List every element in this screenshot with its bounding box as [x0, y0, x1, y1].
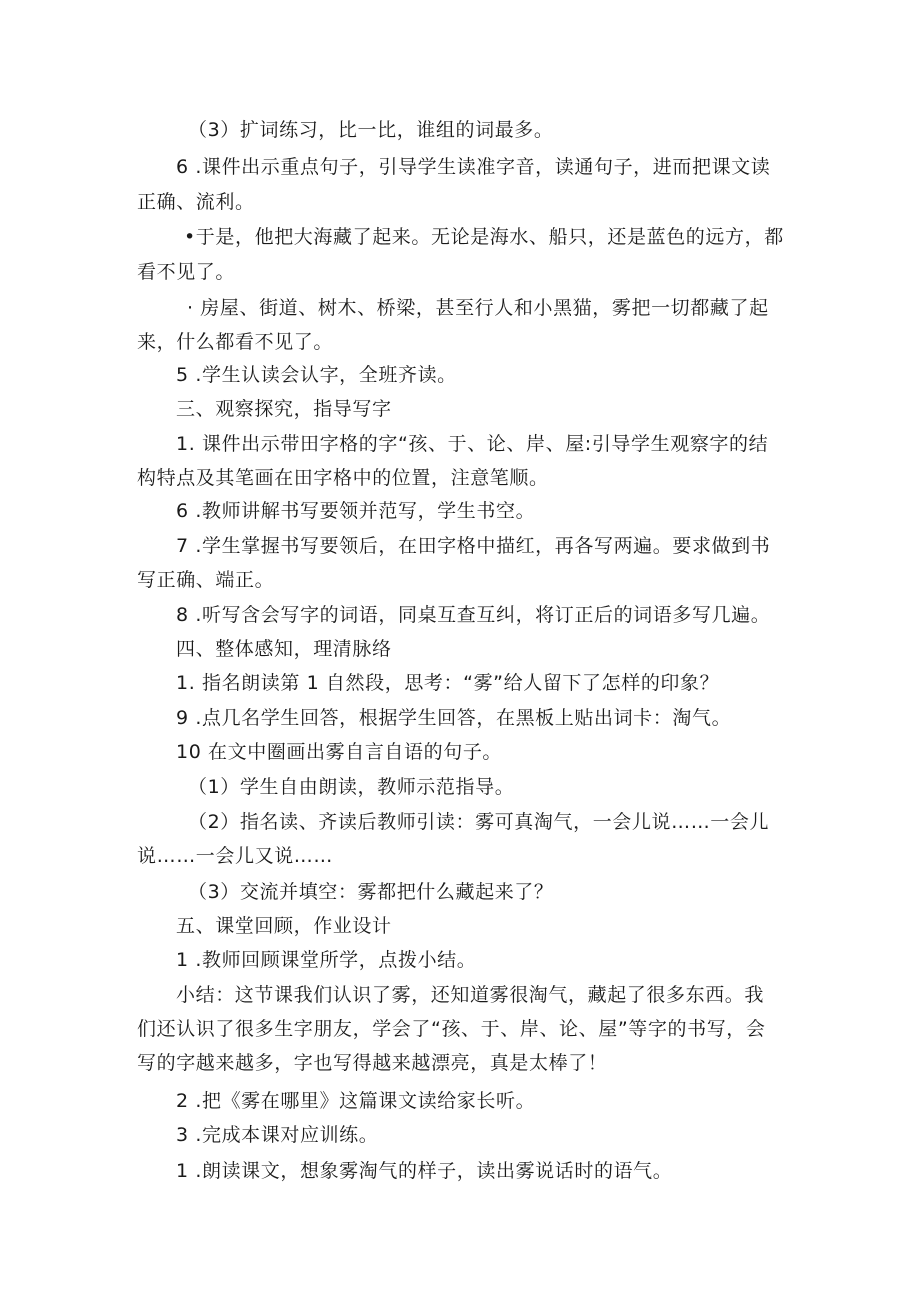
text-line: 写正确、端正。: [137, 569, 275, 591]
text-line: （3）交流并填空：雾都把什么藏起来了？: [188, 881, 554, 903]
section-heading: 四、整体感知，理清脉络: [176, 638, 392, 660]
text-line: 7 .学生掌握书写要领后，在田字格中描红，再各写两遍。要求做到书: [176, 535, 771, 557]
text-line: 看不见了。: [137, 261, 236, 283]
text-line: 6 .教师讲解书写要领并范写，学生书空。: [176, 500, 536, 522]
text-line: 构特点及其笔画在田字格中的位置，注意笔顺。: [137, 467, 549, 489]
text-line: 3 .完成本课对应训练。: [176, 1124, 379, 1146]
text-line: 1 .朗读课文，想象雾淘气的样子，读出雾说话时的语气。: [176, 1160, 673, 1182]
text-line: 6 .课件出示重点句子，引导学生读准字音，读通句子，进而把课文读: [176, 156, 771, 178]
text-line: 2 .把《雾在哪里》这篇课文读给家长听。: [176, 1090, 536, 1112]
text-line: 1 .教师回顾课堂所学，点拨小结。: [176, 949, 477, 971]
text-line: 小结：这节课我们认识了雾，还知道雾很淘气，藏起了很多东西。我: [176, 984, 765, 1006]
text-line: 1. 课件出示带田字格的字“孩、于、论、岸、屋:引导学生观察字的结: [176, 433, 769, 455]
text-line: （3）扩词练习，比一比，谁组的词最多。: [188, 119, 554, 141]
text-line: 5 .学生认读会认字，全班齐读。: [176, 364, 457, 386]
text-line: 1. 指名朗读第 1 自然段，思考：“雾”给人留下了怎样的印象？: [176, 672, 720, 694]
text-line: （1）学生自由朗读，教师示范指导。: [188, 776, 515, 798]
section-heading: 三、观察探究，指导写字: [176, 398, 392, 420]
text-line: 来，什么都看不见了。: [137, 331, 334, 353]
text-line: （2）指名读、齐读后教师引读：雾可真淘气，一会儿说……一会儿: [188, 811, 770, 833]
text-line: 写的字越来越多，字也写得越来越漂亮，真是太棒了！: [137, 1052, 608, 1074]
text-line: 8 .听写含会写字的词语，同桌互查互纠，将订正后的词语多写几遍。: [176, 604, 771, 626]
section-heading: 五、课堂回顾，作业设计: [176, 915, 392, 937]
text-line: •于是，他把大海藏了起来。无论是海水、船只，还是蓝色的远方，都: [184, 226, 784, 248]
text-line: 9 .点几名学生回答，根据学生回答，在黑板上贴出词卡：淘气。: [176, 707, 732, 729]
text-line: 正确、流利。: [137, 191, 255, 213]
text-line: 10 在文中圈画出雾自言自语的句子。: [176, 741, 503, 763]
text-line: 们还认识了很多生字朋友，学会了“孩、于、岸、论、屋”等字的书写，会: [137, 1018, 766, 1040]
text-line: · 房屋、街道、树木、桥梁，甚至行人和小黑猫，雾把一切都藏了起: [187, 297, 769, 319]
text-line: 说……一会儿又说……: [137, 845, 334, 867]
